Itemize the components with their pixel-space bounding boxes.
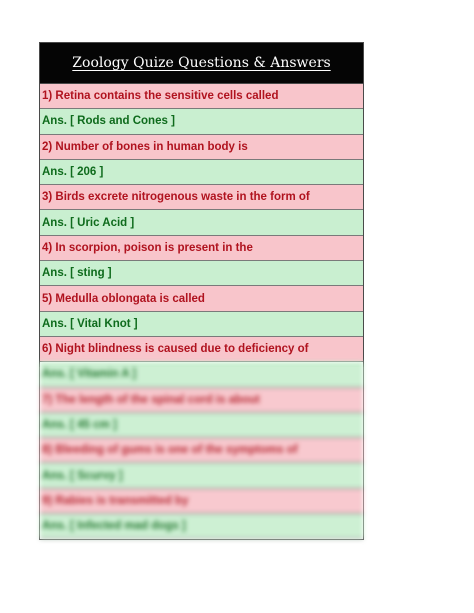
answer-row: Ans. [ 45 cm ]: [40, 413, 363, 438]
answer-row: Ans. [ Infected mad dogs ]: [40, 514, 363, 539]
answer-row: Ans. [ Rods and Cones ]: [40, 109, 363, 134]
question-row: 4) In scorpion, poison is present in the: [40, 236, 363, 261]
question-row: 9) Rabies is transmitted by: [40, 489, 363, 514]
answer-row: Ans. [ Vitamin A ]: [40, 362, 363, 387]
question-row: 1) Retina contains the sensitive cells called: [40, 84, 363, 109]
answer-row: Ans. [ 206 ]: [40, 160, 363, 185]
question-row: 6) Night blindness is caused due to deficiency of: [40, 337, 363, 362]
answer-row: Ans. [ Uric Acid ]: [40, 210, 363, 235]
answer-row: Ans. [ sting ]: [40, 261, 363, 286]
question-row: 7) The length of the spinal cord is about: [40, 388, 363, 413]
page-title: Zoology Quize Questions & Answers: [40, 43, 363, 84]
quiz-table: [39, 42, 364, 540]
blurred-preview-section: [40, 362, 363, 539]
question-row: 3) Birds excrete nitrogenous waste in the form of: [40, 185, 363, 210]
question-row: 5) Medulla oblongata is called: [40, 286, 363, 311]
question-row: 2) Number of bones in human body is: [40, 135, 363, 160]
question-row: 8) Bleeding of gums is one of the symptoms of: [40, 438, 363, 463]
answer-row: Ans. [ Vital Knot ]: [40, 312, 363, 337]
answer-row: Ans. [ Scurvy ]: [40, 463, 363, 488]
